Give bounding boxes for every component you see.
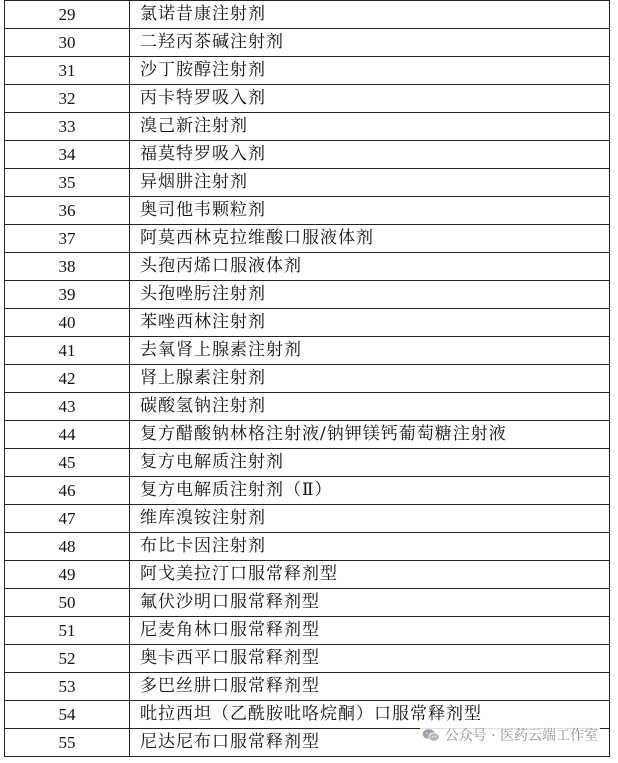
table-row xyxy=(5,617,610,645)
row-number: 39 xyxy=(5,281,130,309)
row-number: 37 xyxy=(5,225,130,253)
table-row xyxy=(5,281,610,309)
drug-name: 阿戈美拉汀口服常释剂型 xyxy=(130,561,610,589)
table-row xyxy=(5,645,610,673)
drug-name: 尼麦角林口服常释剂型 xyxy=(130,617,610,645)
row-number: 55 xyxy=(5,729,130,757)
table-row xyxy=(5,29,610,57)
row-number: 38 xyxy=(5,253,130,281)
row-number: 54 xyxy=(5,701,130,729)
drug-name: 阿莫西林克拉维酸口服液体剂 xyxy=(130,225,610,253)
table-row xyxy=(5,393,610,421)
drug-name: 沙丁胺醇注射剂 xyxy=(130,57,610,85)
row-number: 34 xyxy=(5,141,130,169)
drug-name: 奥司他韦颗粒剂 xyxy=(130,197,610,225)
table-row xyxy=(5,169,610,197)
table-row xyxy=(5,113,610,141)
drug-name: 碳酸氢钠注射剂 xyxy=(130,393,610,421)
drug-name: 二羟丙茶碱注射剂 xyxy=(130,29,610,57)
row-number: 51 xyxy=(5,617,130,645)
table-row xyxy=(5,365,610,393)
row-number: 32 xyxy=(5,85,130,113)
table-row xyxy=(5,337,610,365)
table-row xyxy=(5,505,610,533)
table-row xyxy=(5,309,610,337)
drug-name: 多巴丝肼口服常释剂型 xyxy=(130,673,610,701)
drug-name: 头孢唑肟注射剂 xyxy=(130,281,610,309)
table-row xyxy=(5,197,610,225)
watermark xyxy=(420,725,600,745)
drug-name: 肾上腺素注射剂 xyxy=(130,365,610,393)
drug-name: 复方电解质注射剂（Ⅱ） xyxy=(130,477,610,505)
table-row xyxy=(5,141,610,169)
table-row xyxy=(5,253,610,281)
row-number: 33 xyxy=(5,113,130,141)
row-number: 48 xyxy=(5,533,130,561)
drug-list-table xyxy=(4,0,610,757)
row-number: 46 xyxy=(5,477,130,505)
drug-name: 异烟肼注射剂 xyxy=(130,169,610,197)
table-row xyxy=(5,1,610,29)
drug-name: 氯诺昔康注射剂 xyxy=(130,1,610,29)
row-number: 30 xyxy=(5,29,130,57)
table-row xyxy=(5,561,610,589)
row-number: 45 xyxy=(5,449,130,477)
drug-name: 氟伏沙明口服常释剂型 xyxy=(130,589,610,617)
drug-name: 吡拉西坦（乙酰胺吡咯烷酮）口服常释剂型 xyxy=(130,701,610,729)
row-number: 29 xyxy=(5,1,130,29)
row-number: 44 xyxy=(5,421,130,449)
row-number: 43 xyxy=(5,393,130,421)
table-row xyxy=(5,477,610,505)
drug-name: 布比卡因注射剂 xyxy=(130,533,610,561)
table-row xyxy=(5,533,610,561)
table-row xyxy=(5,673,610,701)
watermark-text: 公众号 · 医药云端工作室 xyxy=(444,728,598,744)
table-row xyxy=(5,57,610,85)
table-row xyxy=(5,225,610,253)
table-row xyxy=(5,449,610,477)
drug-list-body xyxy=(5,1,610,757)
drug-name: 奥卡西平口服常释剂型 xyxy=(130,645,610,673)
row-number: 49 xyxy=(5,561,130,589)
table-row xyxy=(5,589,610,617)
drug-name: 福莫特罗吸入剂 xyxy=(130,141,610,169)
table-row xyxy=(5,421,610,449)
drug-name: 尼达尼布口服常释剂型 xyxy=(130,729,610,757)
drug-name: 复方醋酸钠林格注射液/钠钾镁钙葡萄糖注射液 xyxy=(130,421,610,449)
wechat-icon xyxy=(422,728,440,743)
row-number: 47 xyxy=(5,505,130,533)
row-number: 50 xyxy=(5,589,130,617)
row-number: 35 xyxy=(5,169,130,197)
drug-name: 溴己新注射剂 xyxy=(130,113,610,141)
drug-name: 去氧肾上腺素注射剂 xyxy=(130,337,610,365)
drug-name: 维库溴铵注射剂 xyxy=(130,505,610,533)
drug-name: 复方电解质注射剂 xyxy=(130,449,610,477)
table-row xyxy=(5,85,610,113)
row-number: 41 xyxy=(5,337,130,365)
drug-name: 丙卡特罗吸入剂 xyxy=(130,85,610,113)
row-number: 31 xyxy=(5,57,130,85)
row-number: 52 xyxy=(5,645,130,673)
row-number: 40 xyxy=(5,309,130,337)
drug-name: 苯唑西林注射剂 xyxy=(130,309,610,337)
drug-name: 头孢丙烯口服液体剂 xyxy=(130,253,610,281)
row-number: 42 xyxy=(5,365,130,393)
row-number: 53 xyxy=(5,673,130,701)
row-number: 36 xyxy=(5,197,130,225)
